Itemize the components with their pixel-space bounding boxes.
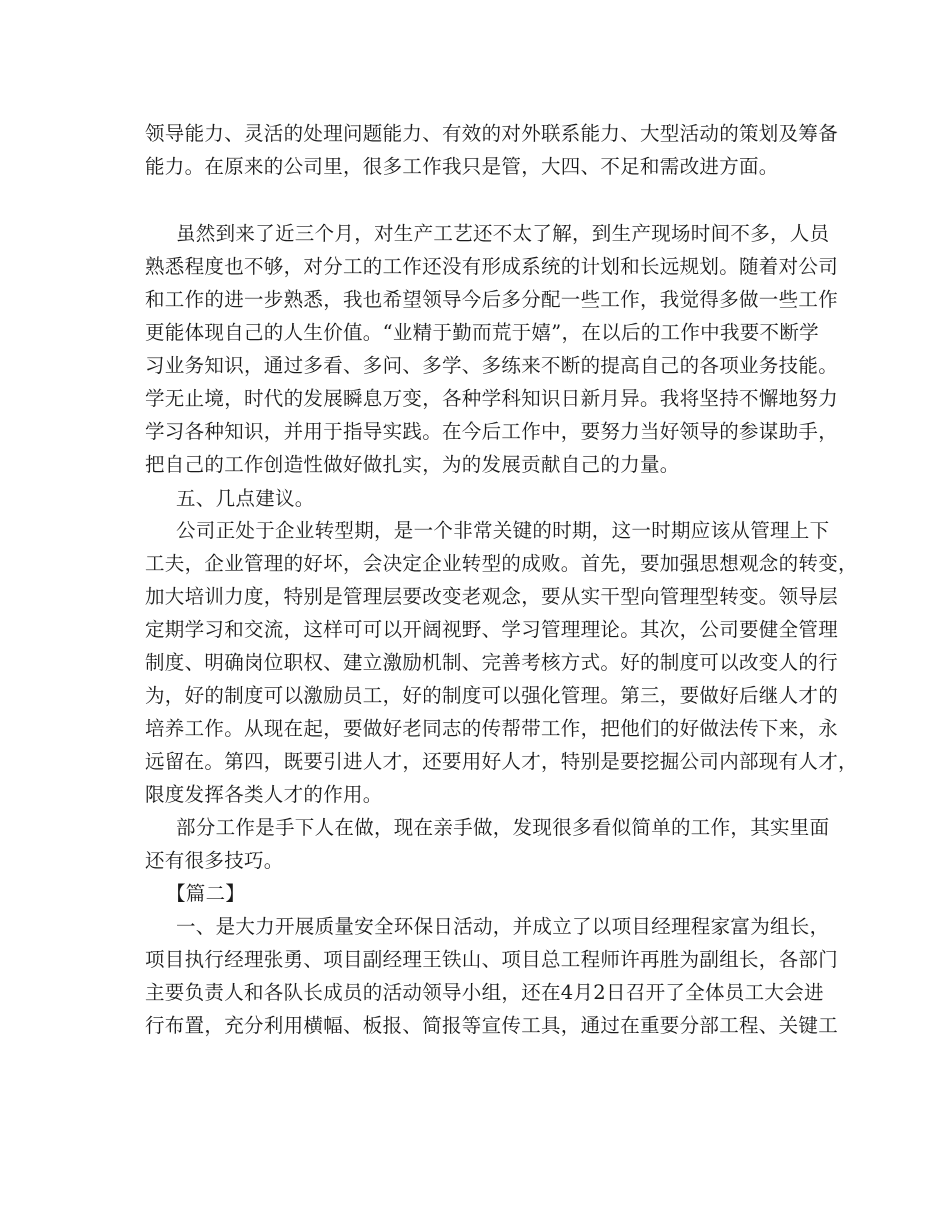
text-line: 学无止境，时代的发展瞬息万变，各种学科知识日新月异。我将坚持不懈地努力 [145,387,839,410]
text-line: 培养工作。从现在起，要做好老同志的传帮带工作，把他们的好做法传下来，永 [145,717,839,740]
text-line: 和工作的进一步熟悉，我也希望领导今后多分配一些工作，我觉得多做一些工作 [145,288,839,311]
text-line: 还有很多技巧。 [145,849,284,872]
section-heading: 五、几点建议。 [176,487,315,510]
text-line: 制度、明确岗位职权、建立激励机制、完善考核方式。好的制度可以改变人的行 [145,651,839,674]
text-line: 学习各种知识，并用于指导实践。在今后工作中，要努力当好领导的参谋助手， [145,420,839,443]
text-line: 为，好的制度可以激励员工，好的制度可以强化管理。第三，要做好后继人才的 [145,684,839,707]
text-line: 把自己的工作创造性做好做扎实，为的发展贡献自己的力量。 [145,453,680,476]
section-heading: 【篇二】 [166,882,246,905]
text-line: 领导能力、灵活的处理问题能力、有效的对外联系能力、大型活动的策划及筹备 [145,122,839,145]
text-line: 习业务知识，通过多看、多问、多学、多练来不断的提高自己的各项业务技能。 [145,354,839,377]
text-line: 项目执行经理张勇、项目副经理王铁山、项目总工程师许再胜为副组长，各部门 [145,948,839,971]
paragraph-first-line: 虽然到来了近三个月，对生产工艺还不太了解，到生产现场时间不多，人员 [176,222,830,245]
paragraph-first-line: 一、是大力开展质量安全环保日活动，并成立了以项目经理程家富为组长， [176,915,830,938]
text-line: 行布置，充分利用横幅、板报、简报等宣传工具，通过在重要分部工程、关键工 [145,1014,839,1037]
paragraph-first-line: 公司正处于企业转型期，是一个非常关键的时期，这一时期应该从管理上下 [176,519,830,542]
text-line: 工夫，企业管理的好坏，会决定企业转型的成败。首先，要加强思想观念的转变， [145,552,858,575]
text-line: 更能体现自己的人生价值。“业精于勤而荒于嬉”，在以后的工作中我要不断学 [145,321,819,344]
text-line: 主要负责人和各队长成员的活动领导小组，还在4月2日召开了全体员工大会进 [145,981,824,1004]
text-line: 定期学习和交流，这样可可以开阔视野、学习管理理论。其次，公司要健全管理 [145,618,839,641]
text-line: 加大培训力度，特别是管理层要改变老观念，要从实干型向管理型转变。领导层 [145,585,839,608]
paragraph-first-line: 部分工作是手下人在做，现在亲手做，发现很多看似简单的工作，其实里面 [176,816,830,839]
text-line: 能力。在原来的公司里，很多工作我只是管，大四、不足和需改进方面。 [145,155,779,178]
text-line: 限度发挥各类人才的作用。 [145,783,383,806]
text-line: 熟悉程度也不够，对分工的工作还没有形成系统的计划和长远规划。随着对公司 [145,255,839,278]
text-line: 远留在。第四，既要引进人才，还要用好人才，特别是要挖掘公司内部现有人才， [145,750,858,773]
